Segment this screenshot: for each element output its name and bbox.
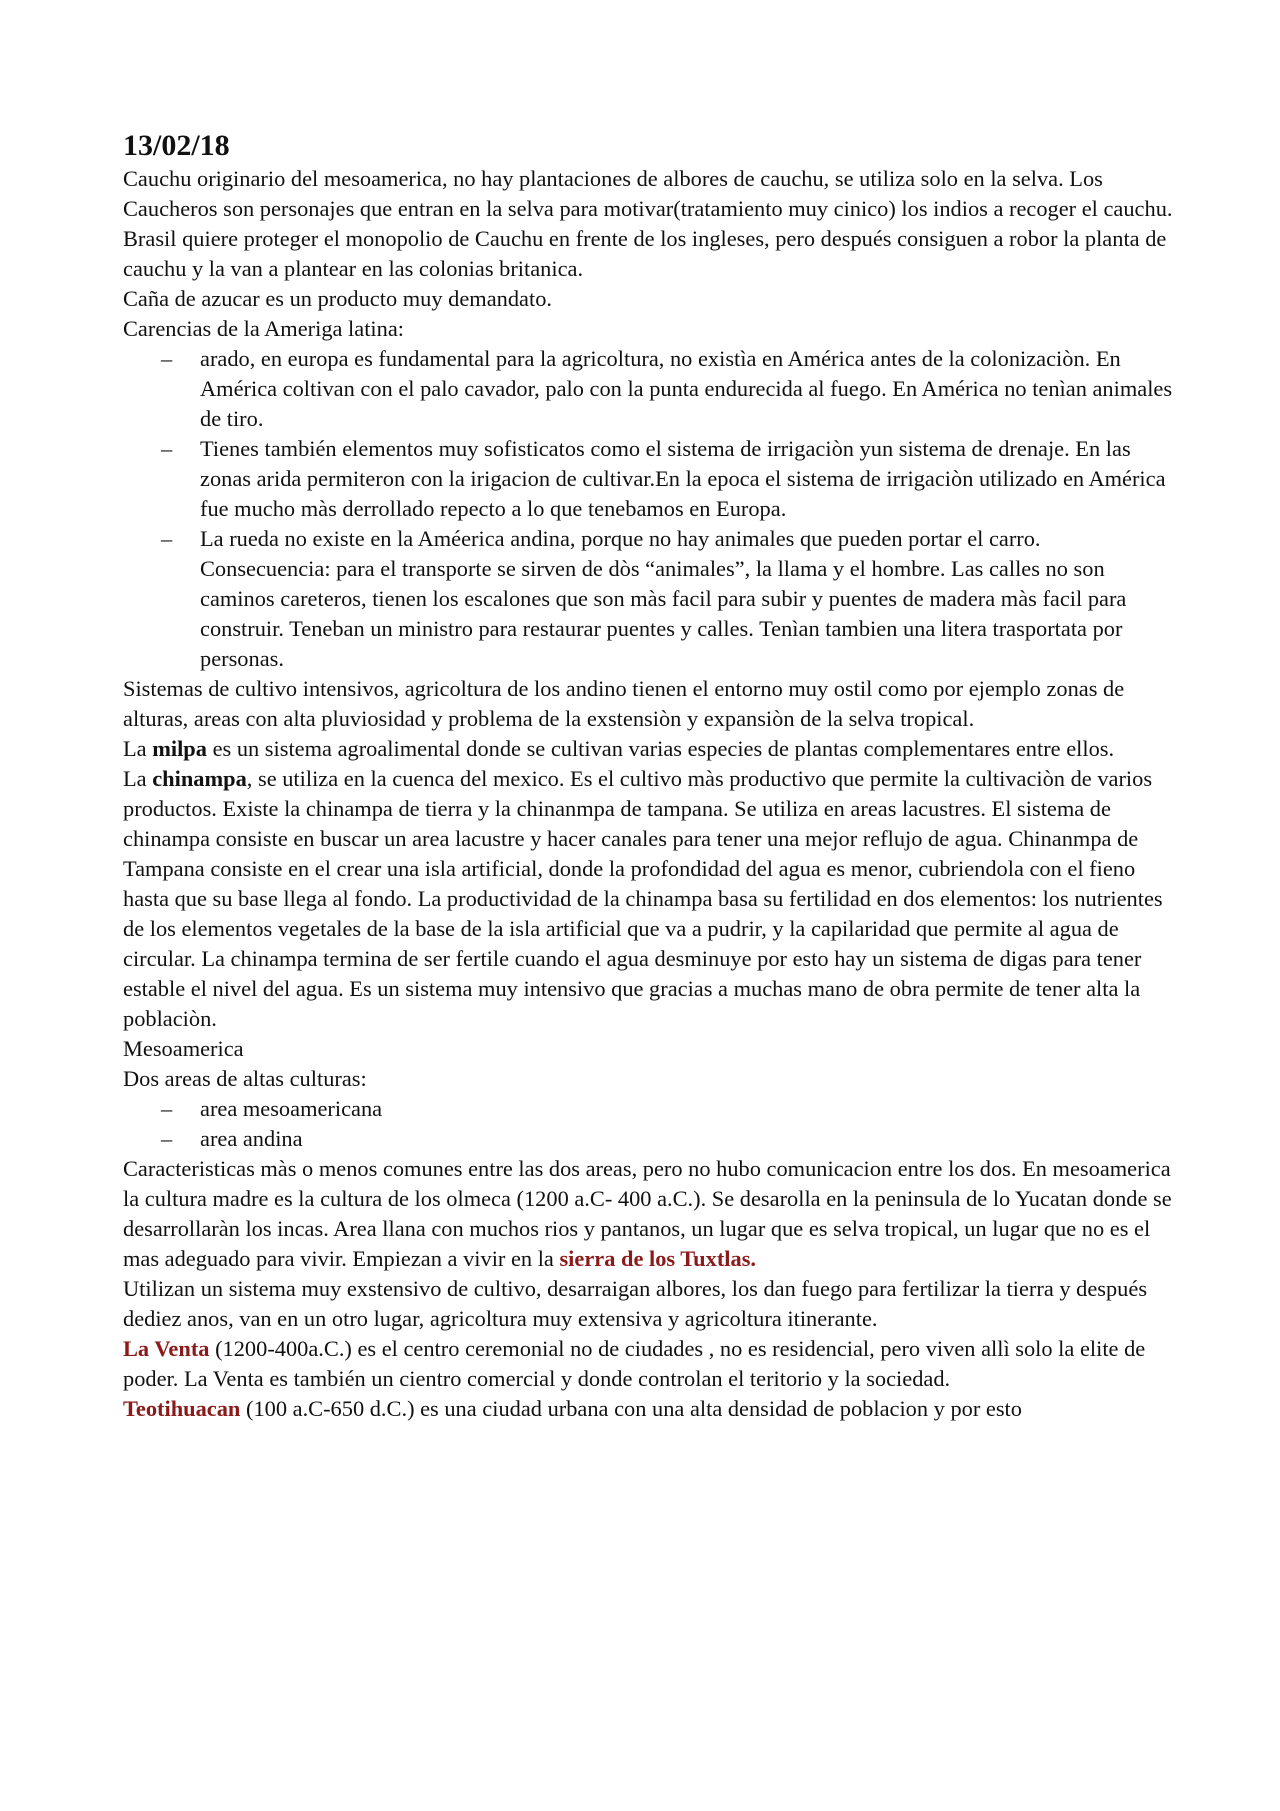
milpa-term: milpa bbox=[152, 736, 207, 761]
list-item-text: area mesoamericana bbox=[200, 1096, 383, 1121]
paragraph-teotihuacan bbox=[123, 1394, 1175, 1424]
list-item bbox=[123, 434, 1175, 524]
chinampa-term: chinampa bbox=[152, 766, 247, 791]
tuxtlas-term: sierra de los Tuxtlas. bbox=[559, 1246, 757, 1271]
la-venta-term: La Venta bbox=[123, 1336, 210, 1361]
list-item-text: Tienes también elementos muy sofisticatos como el sistema de irrigaciòn yun sistema de drenaje. En las zonas arida permiteron con la irigacion de cultivar.En la epoca el sistema de irrigaciòn utilizado en América fue mucho màs derrollado repecto a lo que tenebamos en Europa. bbox=[200, 436, 1166, 521]
paragraph-sistemas: Sistemas de cultivo intensivos, agricoltura de los andino tienen el entorno muy ostil como por ejemplo zonas de alturas, areas con alta pluviosidad y problema de la exstensiòn y expansiòn de la selva tropical. bbox=[123, 676, 1125, 731]
dash-bullet: – bbox=[161, 1126, 173, 1151]
dash-bullet: – bbox=[161, 436, 173, 461]
paragraph-caracteristicas bbox=[123, 1154, 1175, 1274]
la-venta-text: (1200-400a.C.) es el centro ceremonial no de ciudades , no es residencial, pero viven allì solo la elite de poder. La Venta es también un cientro comercial y donde controlan el teritorio y la sociedad. bbox=[123, 1336, 1146, 1391]
areas-list bbox=[123, 1094, 1175, 1154]
paragraph-carencias: Carencias de la Ameriga latina: bbox=[123, 316, 405, 341]
list-item bbox=[123, 1124, 1175, 1154]
paragraph-consecuencia: Consecuencia: para el transporte se sirven de dòs “animales”, la llama y el hombre. Las calles no son caminos careteros, tienen los escalones que son màs facil para subir y puentes de madera màs facil para construir. Teneban un ministro para restaurar puentes y calles. Tenìan tambien una litera trasportata por personas. bbox=[200, 556, 1127, 671]
teotihuacan-term: Teotihuacan bbox=[123, 1396, 241, 1421]
paragraph-cultivo: Utilizan un sistema muy exstensivo de cultivo, desarraigan albores, los dan fuego para fertilizar la tierra y después dediez anos, van en un otro lugar, agricoltura muy extensiva y agricoltura itinerante. bbox=[123, 1276, 1148, 1331]
chinampa-post: , se utiliza en la cuenca del mexico. Es el cultivo màs productivo que permite la cultivaciòn de varios productos. Existe la chinampa de tierra y la chinanmpa de tampana. Se utiliza en areas lacustres. El sistema de chinampa consiste en buscar un area lacustre y hacer canales para tener una mejor reflujo de agua. Chinanmpa de Tampana consiste en el crear una isla artificial, donde la profondidad del agua es menor, cubriendola con el fieno hasta que su base llega al fondo. La productividad de la chinampa basa su fertilidad en dos elementos: los nutrientes de los elementos vegetales de la base de la isla artificial que va a pudrir, y la capilaridad que permite al agua de circular. La chinampa termina de ser fertile cuando el agua desminuye por esto hay un sistema de digas para tener estable el nivel del agua. Es un sistema muy intensivo que gracias a muchas mano de obra permite de tener alta la poblaciòn. bbox=[123, 766, 1163, 1031]
list-item-text: arado, en europa es fundamental para la agricoltura, no existìa en América antes de la colonizaciòn. En América coltivan con el palo cavador, palo con la punta endurecida al fuego. En América no tenìan animales de tiro. bbox=[200, 346, 1173, 431]
paragraph-cauchu: Cauchu originario del mesoamerica, no hay plantaciones de albores de cauchu, se utiliza solo en la selva. Los Caucheros son personajes que entran en la selva para motivar(tratamiento muy cinico) los indios a recoger el cauchu. Brasil quiere proteger el monopolio de Cauchu en frente de los ingleses, pero después consiguen a robor la planta de cauchu y la van a plantear en las colonias britanica. bbox=[123, 166, 1173, 281]
milpa-post: es un sistema agroalimental donde se cultivan varias especies de plantas complementares entre ellos. bbox=[206, 736, 1115, 761]
date-heading: 13/02/18 bbox=[123, 129, 230, 162]
document-page bbox=[123, 128, 1175, 1424]
list-item bbox=[123, 1094, 1175, 1124]
list-item bbox=[123, 524, 1175, 554]
milpa-pre: La bbox=[123, 736, 153, 761]
dash-bullet: – bbox=[161, 1096, 173, 1121]
caracteristicas-text: Caracteristicas màs o menos comunes entre las dos areas, pero no hubo comunicacion entre los dos. En mesoamerica la cultura madre es la cultura de los olmeca (1200 a.C- 400 a.C.). Se desarolla en la peninsula de lo Yucatan donde se desarrollaràn los incas. Area llana con muchos rios y pantanos, un lugar que es selva tropical, un lugar que no es el mas adeguado para vivir. Empiezan a vivir en la bbox=[123, 1156, 1172, 1271]
paragraph-milpa bbox=[123, 734, 1175, 764]
paragraph-la-venta bbox=[123, 1334, 1175, 1394]
carencias-list bbox=[123, 344, 1175, 554]
chinampa-pre: La bbox=[123, 766, 153, 791]
dash-bullet: – bbox=[161, 526, 173, 551]
teotihuacan-text: (100 a.C-650 d.C.) es una ciudad urbana con una alta densidad de poblacion y por esto bbox=[240, 1396, 1022, 1421]
paragraph-cana: Caña de azucar es un producto muy demandato. bbox=[123, 286, 552, 311]
list-item bbox=[123, 344, 1175, 434]
list-item-text: La rueda no existe en la Améerica andina, porque no hay animales que pueden portar el carro. bbox=[200, 526, 1041, 551]
paragraph-dos-areas: Dos areas de altas culturas: bbox=[123, 1066, 367, 1091]
paragraph-mesoamerica: Mesoamerica bbox=[123, 1036, 244, 1061]
paragraph-chinampa bbox=[123, 764, 1175, 1034]
list-item-text: area andina bbox=[200, 1126, 303, 1151]
dash-bullet: – bbox=[161, 346, 173, 371]
